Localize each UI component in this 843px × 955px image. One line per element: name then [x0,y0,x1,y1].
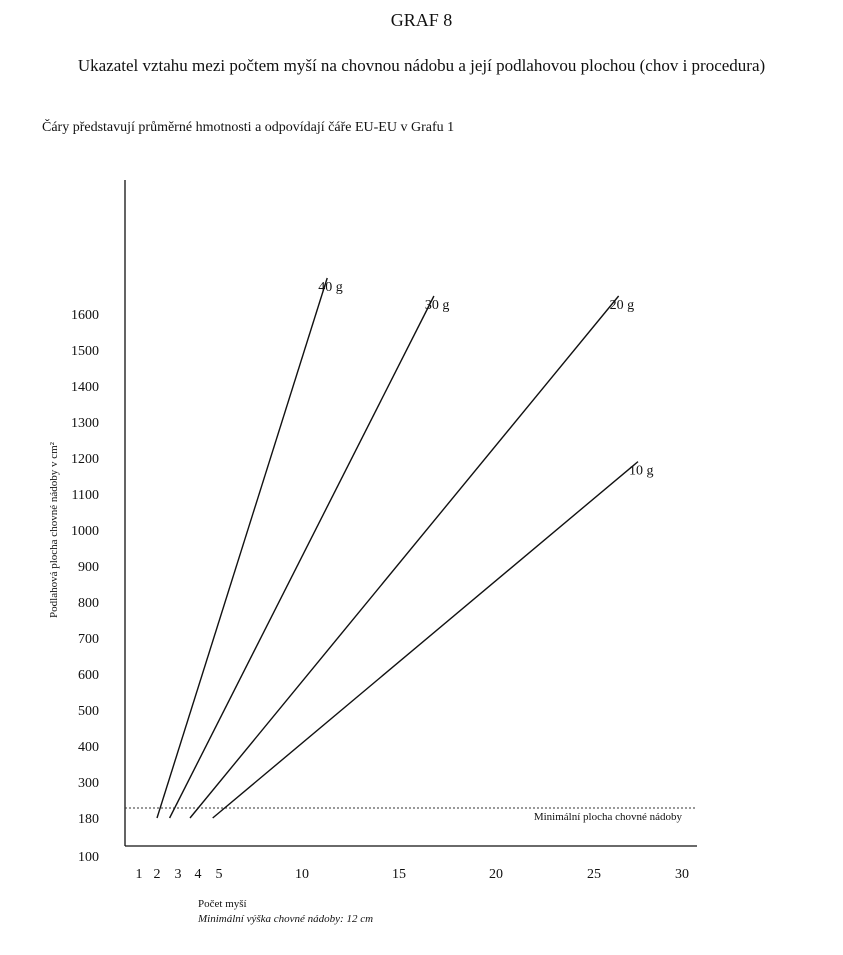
y-tick-label: 500 [78,704,99,719]
series-line-10g [213,462,638,818]
chart-note: Čáry představují průměrné hmotnosti a odpovídají čáře EU-EU v Grafu 1 [42,120,455,135]
series-line-30g [170,296,434,818]
x-tick-label: 20 [489,867,503,882]
x-tick-label: 15 [392,867,406,882]
y-tick-label: 1200 [71,452,99,467]
y-tick-label: 1000 [71,524,99,539]
x-axis-note: Minimální výška chovné nádoby: 12 cm [198,913,374,925]
series-label-20g: 20 g [609,298,635,313]
y-tick-label: 700 [78,632,99,647]
y-tick-label: 900 [78,560,99,575]
y-tick-label: 1500 [71,344,99,359]
y-tick-label: 1600 [71,308,99,323]
chart-title: GRAF 8 [390,10,453,30]
series-label-10g: 10 g [629,463,654,479]
series-label-40g: 40 g [318,280,343,295]
x-axis-label: Počet myší [198,898,247,910]
y-tick-label: 300 [78,776,99,791]
x-tick-label: 10 [295,867,309,882]
min-area-label: Minimální plocha chovné nádoby [533,811,682,823]
y-tick-label: 600 [78,668,99,683]
x-tick-label: 3 [174,867,182,882]
x-tick-label: 25 [587,867,601,882]
series-label-30g: 30 g [424,298,450,313]
y-tick-label: 400 [78,740,99,755]
series-line-20g [190,296,619,818]
chart-subtitle: Ukazatel vztahu mezi počtem myší na chovnou nádobu a její podlahovou plochou (chov i procedura) [77,56,766,75]
y-tick-label: 100 [78,850,99,865]
series-line-40g [157,278,327,818]
y-tick-label: 1300 [71,416,99,431]
y-tick-label: 1100 [71,488,99,503]
y-axis-label: Podlahová plocha chovné nádoby v cm² [48,442,60,618]
x-tick-label: 30 [675,867,689,882]
x-tick-label: 1 [135,867,143,882]
x-tick-label: 5 [215,867,223,882]
y-tick-label: 180 [78,812,99,827]
y-tick-label: 1400 [71,380,99,395]
y-tick-label: 800 [78,596,99,611]
x-tick-label: 4 [194,867,202,882]
x-tick-label: 2 [153,867,161,882]
